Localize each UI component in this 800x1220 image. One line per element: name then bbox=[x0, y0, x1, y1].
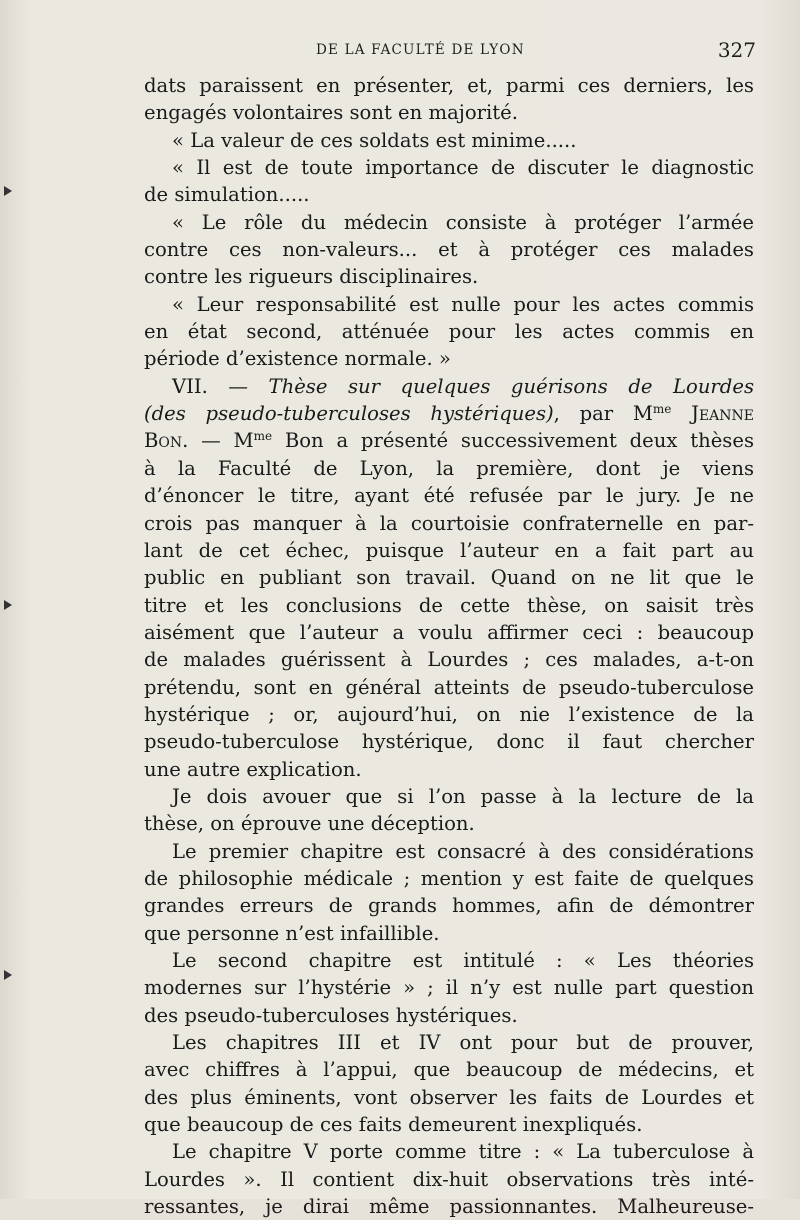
text-line: contre les rigueurs disciplinaires. bbox=[144, 265, 479, 289]
thesis-title: Thèse sur quelques guérisons de Lourdes bbox=[268, 374, 754, 398]
text-line: titre et les conclusions de cette thèse, on saisit très bbox=[144, 593, 754, 617]
text-line: hystérique ; or, aujourd’hui, on nie l’existence de la bbox=[144, 702, 754, 726]
text-line: de simulation..... bbox=[144, 183, 310, 207]
text-line bbox=[144, 427, 754, 454]
superscript: me bbox=[652, 402, 672, 417]
author-first-name: Jeanne bbox=[691, 402, 755, 426]
body-text bbox=[144, 72, 754, 1220]
running-head: DE LA FACULTÉ DE LYON bbox=[316, 42, 525, 58]
text-line: de malades guérissent à Lourdes ; ces malades, a-t-on bbox=[144, 648, 754, 672]
text-line: « Le rôle du médecin consiste à protéger l’armée bbox=[172, 210, 754, 234]
text-line: public en publiant son travail. Quand on ne lit que le bbox=[144, 566, 754, 590]
text-line: engagés volontaires sont en majorité. bbox=[144, 101, 518, 125]
text-line: période d’existence normale. » bbox=[144, 347, 451, 371]
text-line: Les chapitres III et IV ont pour but de prouver, bbox=[172, 1031, 754, 1055]
author-last-name: Bon bbox=[144, 429, 183, 453]
text-line: que beaucoup de ces faits demeurent inexpliqués. bbox=[144, 1113, 643, 1137]
text-line: une autre explication. bbox=[144, 757, 362, 781]
text-line: pseudo-tuberculose hystérique, donc il faut chercher bbox=[144, 730, 754, 754]
text-line: modernes sur l’hystérie » ; il n’y est nulle part question bbox=[144, 976, 754, 1000]
text-line: « Leur responsabilité est nulle pour les actes commis bbox=[172, 292, 754, 316]
text-line bbox=[144, 373, 754, 400]
text-line: des pseudo-tuberculoses hystériques. bbox=[144, 1003, 518, 1027]
page-header bbox=[0, 38, 800, 68]
text-line: Le second chapitre est intitulé : « Les théories bbox=[172, 949, 754, 972]
thesis-title-continued: (des pseudo-tuberculoses hystériques) bbox=[144, 402, 554, 426]
text-line: dats paraissent en présenter, et, parmi ces derniers, les bbox=[144, 74, 754, 97]
text-line: aisément que l’auteur a voulu affirmer ceci : beaucoup bbox=[144, 620, 754, 644]
text-line: contre ces non-valeurs... et à protéger ces malades bbox=[144, 238, 754, 262]
text-line bbox=[144, 400, 754, 427]
text-line: « Il est de toute importance de discuter le diagnostic bbox=[172, 156, 754, 180]
text-line: à la Faculté de Lyon, la première, dont je viens bbox=[144, 456, 754, 480]
author-prefix: , par M bbox=[553, 402, 653, 426]
text-line: thèse, on éprouve une déception. bbox=[144, 812, 475, 836]
text-line: de philosophie médicale ; mention y est faite de quelques bbox=[144, 866, 754, 890]
section-number: VII. — bbox=[172, 374, 269, 398]
text-fragment: Bon a présenté successivement deux thèses bbox=[272, 429, 755, 453]
text-line: « La valeur de ces soldats est minime..... bbox=[172, 128, 577, 152]
margin-mark-icon bbox=[4, 970, 12, 980]
text-line: ressantes, je dirai même passionnantes. Malheureuse- bbox=[144, 1195, 754, 1219]
text-line: Le premier chapitre est consacré à des considérations bbox=[172, 839, 754, 863]
text-line: Le chapitre V porte comme titre : « La tuberculose à bbox=[172, 1140, 754, 1164]
text-line: Lourdes ». Il contient dix-huit observations très inté- bbox=[144, 1167, 754, 1191]
margin-mark-icon bbox=[4, 600, 12, 610]
text-line: Je dois avouer que si l’on passe à la lecture de la bbox=[172, 784, 754, 808]
text-line: crois pas manquer à la courtoisie confraternelle en par- bbox=[144, 511, 754, 535]
page-number: 327 bbox=[717, 38, 756, 62]
text-line: avec chiffres à l’appui, que beaucoup de médecins, et bbox=[144, 1058, 754, 1082]
superscript: me bbox=[253, 429, 273, 444]
text-fragment: . — M bbox=[182, 429, 254, 453]
text-line: des plus éminents, vont observer les faits de Lourdes et bbox=[144, 1085, 754, 1109]
margin-mark-icon bbox=[4, 186, 12, 196]
text-line: lant de cet échec, puisque l’auteur en a fait part au bbox=[144, 538, 754, 562]
text-line: prétendu, sont en général atteints de pseudo-tuberculose bbox=[144, 675, 754, 699]
text-line: grandes erreurs de grands hommes, afin de démontrer bbox=[144, 894, 754, 918]
text-line: en état second, atténuée pour les actes commis en bbox=[144, 320, 754, 344]
text-line: que personne n’est infaillible. bbox=[144, 921, 440, 945]
text-line: d’énoncer le titre, ayant été refusée par le jury. Je ne bbox=[144, 484, 754, 508]
